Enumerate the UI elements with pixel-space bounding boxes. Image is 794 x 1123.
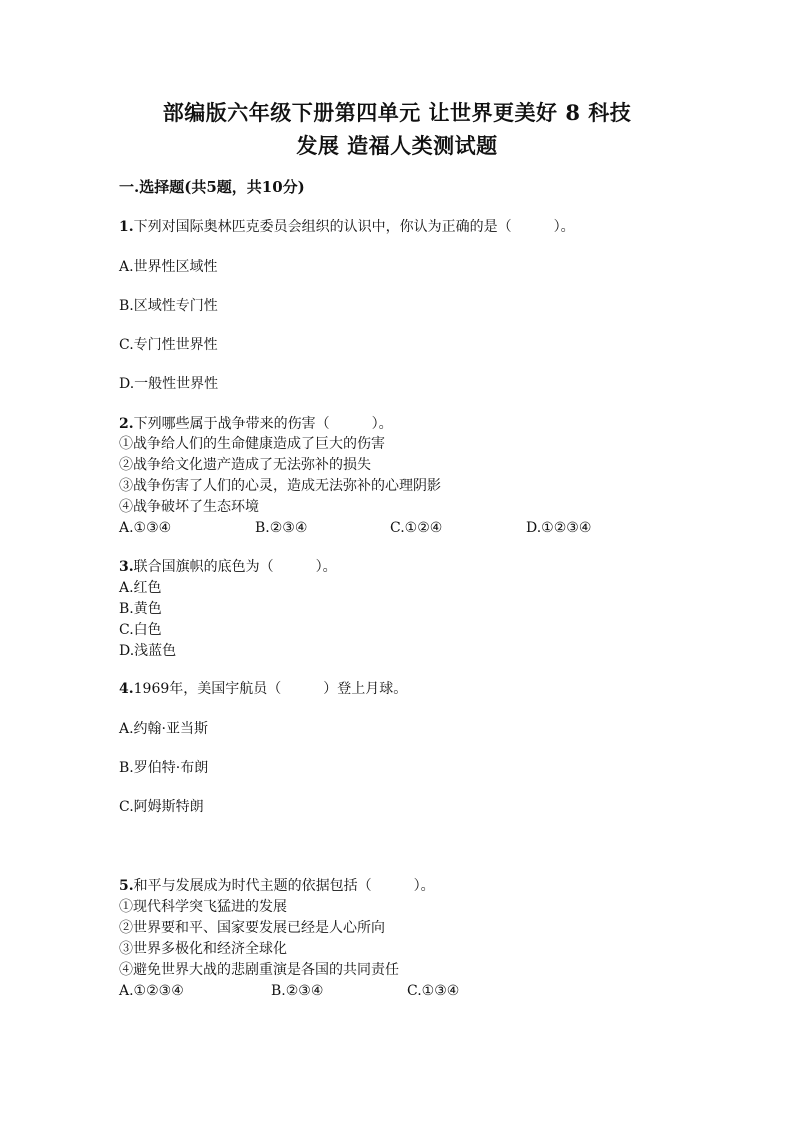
question-5-item-3: ③世界多极化和经济全球化 — [119, 941, 287, 957]
question-1-option-c: C.专门性世界性 — [119, 337, 218, 353]
question-3-option-b: B.黄色 — [119, 601, 162, 617]
question-5-item-1: ①现代科学突飞猛进的发展 — [119, 899, 287, 915]
question-5-text: 和平与发展成为时代主题的依据包括（ ）。 — [133, 878, 435, 894]
title-line-2: 发展 造福人类测试题 — [296, 133, 498, 158]
question-3-option-d: D.浅蓝色 — [119, 643, 177, 659]
question-2-option-d: D.①②③④ — [526, 520, 592, 536]
document-title — [90, 96, 704, 162]
question-2-number: 2. — [119, 416, 134, 432]
question-2-option-b: B.②③④ — [255, 520, 308, 536]
question-3-option-c: C.白色 — [119, 622, 162, 638]
question-4-text: 1969年，美国宇航员（ ）登上月球。 — [133, 681, 408, 697]
question-5-option-a: A.①②③④ — [119, 983, 184, 999]
question-4-option-a: A.约翰·亚当斯 — [119, 721, 209, 737]
question-4-option-c: C.阿姆斯特朗 — [119, 799, 204, 815]
question-2-item-1: ①战争给人们的生命健康造成了巨大的伤害 — [119, 436, 385, 452]
question-1-number: 1. — [119, 219, 134, 235]
question-2-item-3: ③战争伤害了人们的心灵，造成无法弥补的心理阴影 — [119, 478, 441, 494]
section-heading: 一.选择题(共5题，共10分) — [119, 178, 305, 196]
question-3-option-a: A.红色 — [119, 580, 162, 596]
question-4-stem — [119, 679, 407, 699]
question-4-option-b: B.罗伯特·布朗 — [119, 760, 209, 776]
question-5-item-4: ④避免世界大战的悲剧重演是各国的共同责任 — [119, 962, 399, 978]
question-2-text: 下列哪些属于战争带来的伤害（ ）。 — [133, 416, 393, 432]
question-4-number: 4. — [119, 681, 134, 697]
question-5-number: 5. — [119, 878, 134, 894]
question-2-option-c: C.①②④ — [390, 520, 443, 536]
question-1-option-d: D.一般性世界性 — [119, 376, 219, 392]
question-1-option-b: B.区域性专门性 — [119, 298, 218, 314]
question-2-option-a: A.①③④ — [119, 520, 172, 536]
question-5-option-c: C.①③④ — [407, 983, 460, 999]
question-5-item-2: ②世界要和平、国家要发展已经是人心所向 — [119, 920, 385, 936]
question-1-option-a: A.世界性区域性 — [119, 259, 218, 275]
question-2-item-4: ④战争破坏了生态环境 — [119, 499, 259, 515]
title-line-1: 部编版六年级下册第四单元 让世界更美好 8 科技 — [162, 100, 632, 125]
question-3-text: 联合国旗帜的底色为（ ）。 — [133, 559, 337, 575]
question-1-stem — [119, 217, 575, 237]
question-3-number: 3. — [119, 559, 134, 575]
question-2-item-2: ②战争给文化遗产造成了无法弥补的损失 — [119, 457, 371, 473]
question-5-stem — [119, 876, 435, 896]
question-2-stem — [119, 414, 393, 434]
question-1-text: 下列对国际奥林匹克委员会组织的认识中，你认为正确的是（ ）。 — [133, 219, 575, 235]
question-3-stem — [119, 557, 337, 577]
question-5-option-b: B.②③④ — [271, 983, 324, 999]
